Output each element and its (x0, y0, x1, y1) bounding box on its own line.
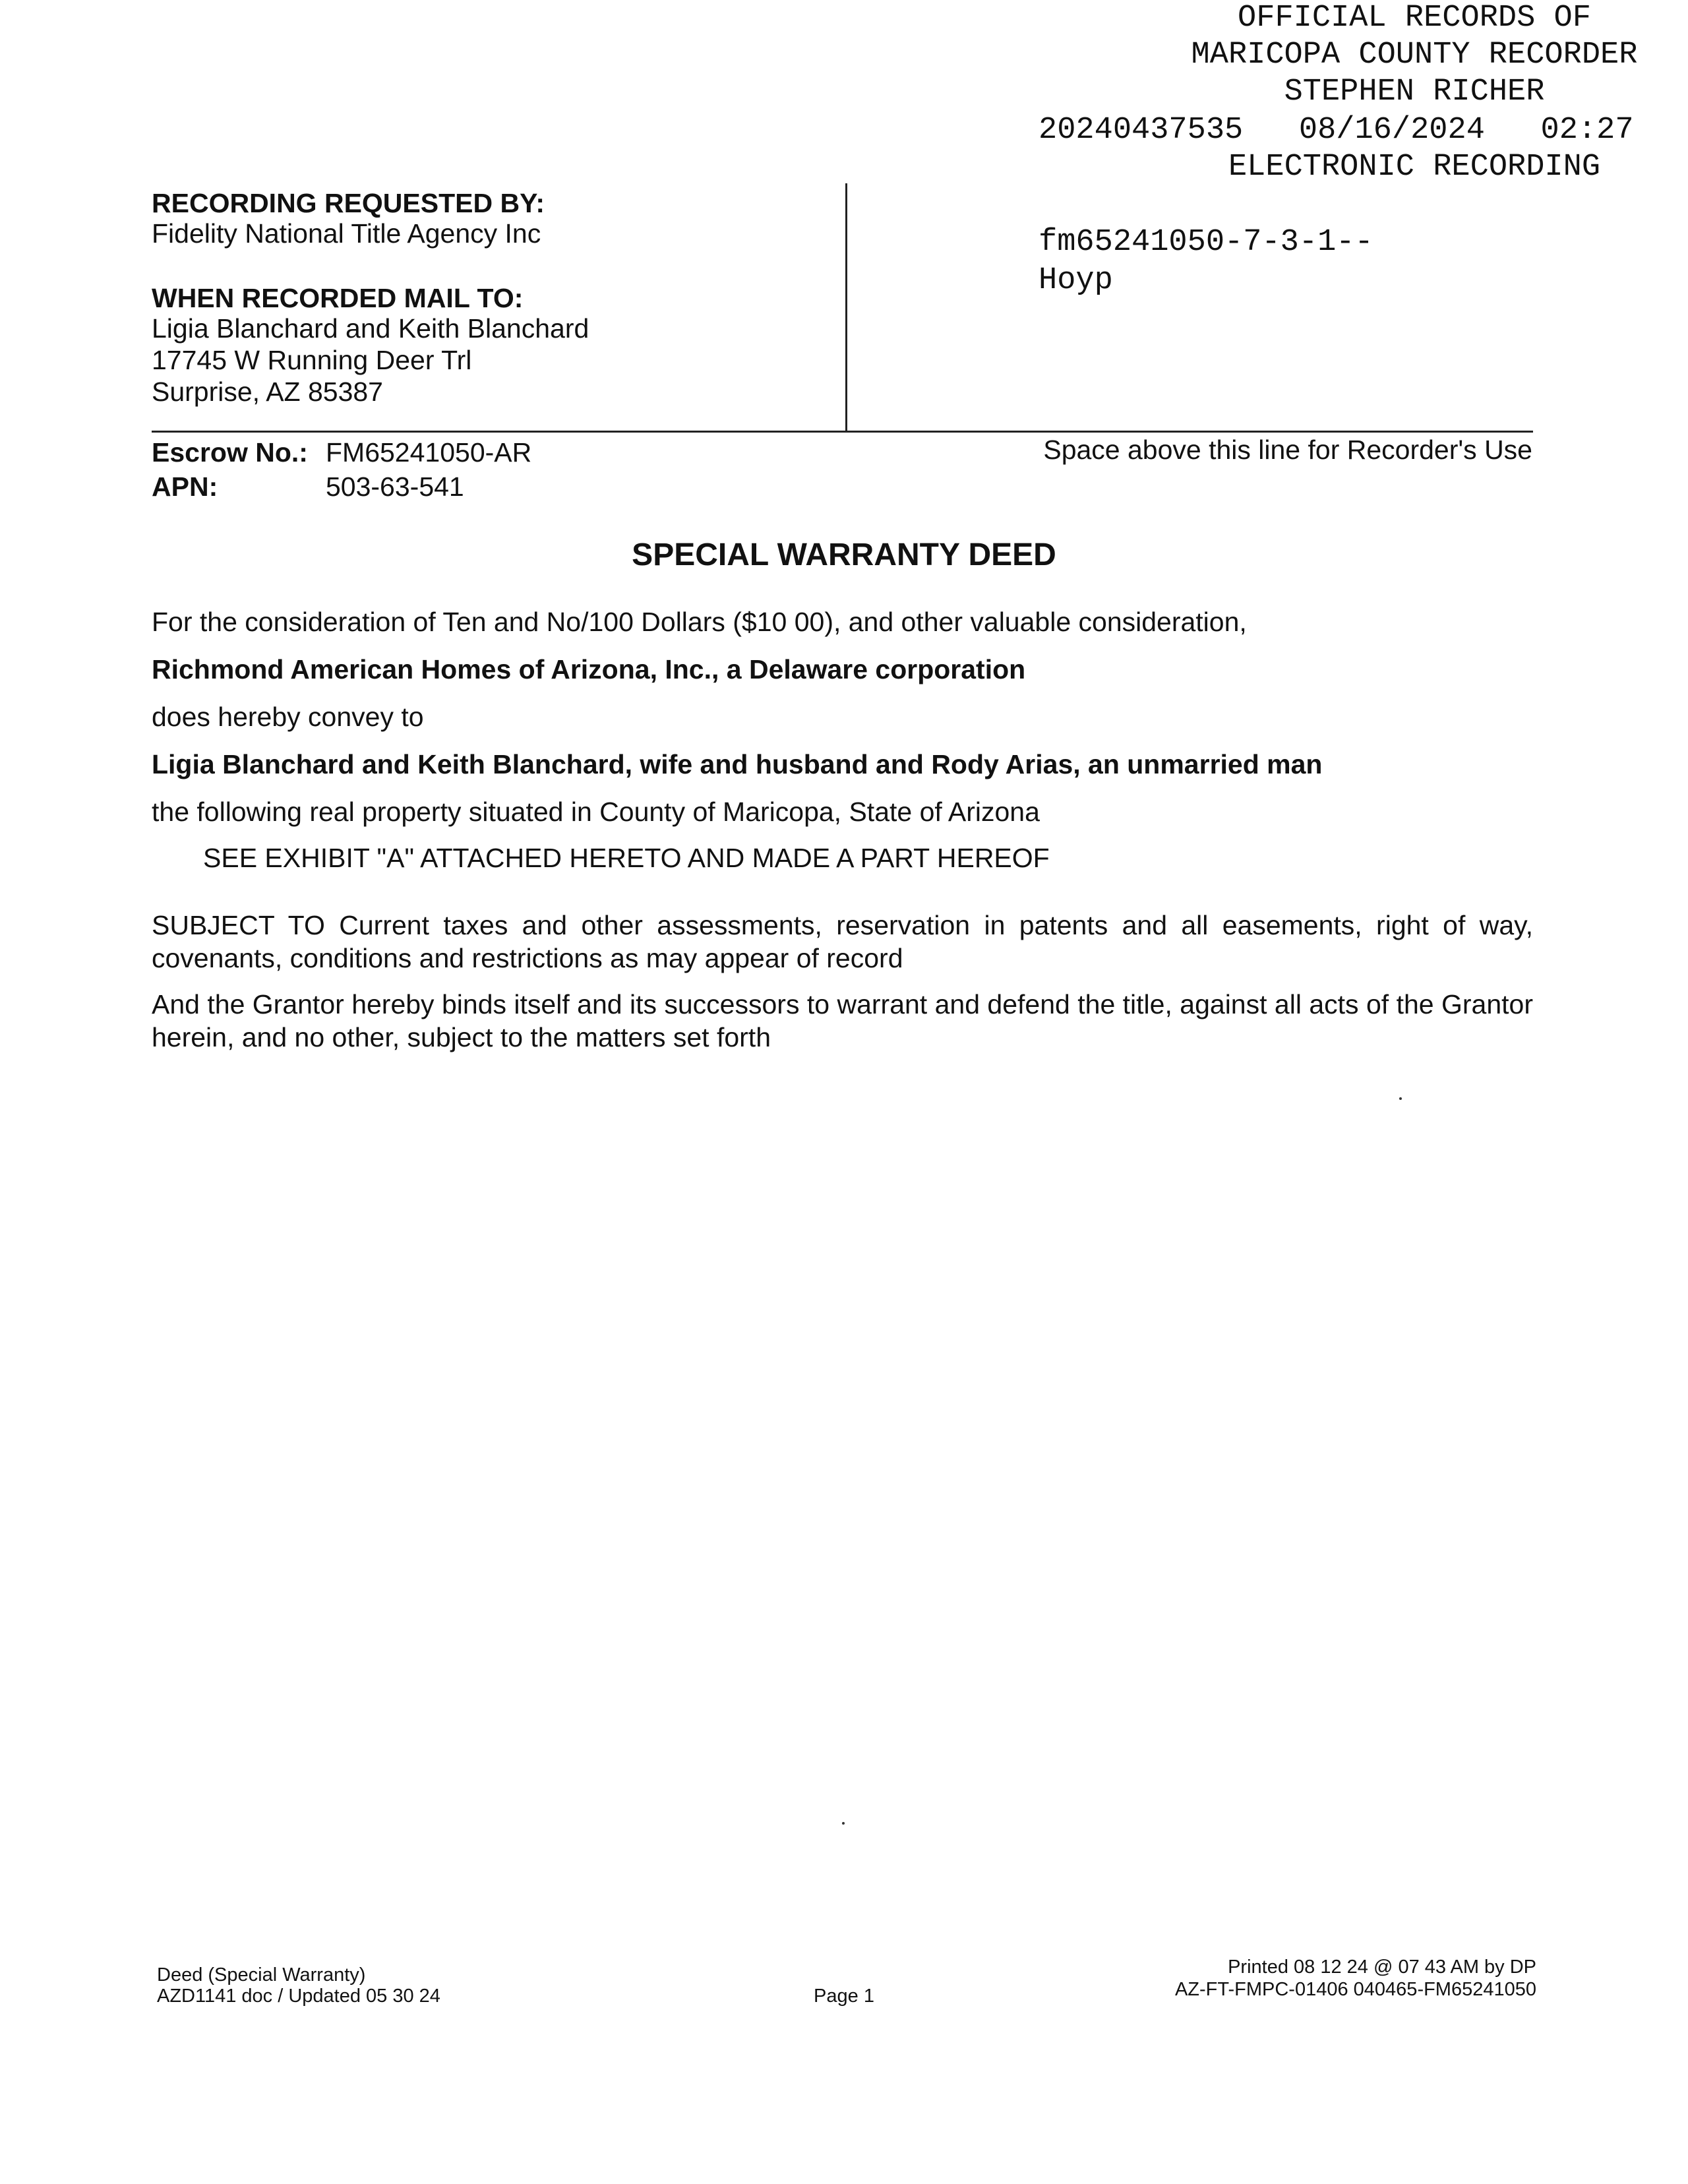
mail-to-city: Surprise, AZ 85387 (152, 377, 383, 407)
apn-label: APN: (152, 471, 218, 502)
apn-number: 503-63-541 (326, 471, 464, 502)
stamp-line-record-number: 20240437535 08/16/2024 02:27 (1039, 113, 1634, 148)
scan-dot (1399, 1097, 1402, 1100)
mail-to-name: Ligia Blanchard and Keith Blanchard (152, 313, 589, 344)
escrow-number: FM65241050-AR (326, 437, 532, 468)
consideration-clause: For the consideration of Ten and No/100 Dollars ($10 00), and other valuable consideration, (152, 607, 1247, 637)
footer-doc-id: AZD1141 doc / Updated 05 30 24 (157, 1986, 440, 2007)
footer-doc-type: Deed (Special Warranty) (157, 1964, 366, 1986)
footer-file-ref: AZ-FT-FMPC-01406 040465-FM65241050 (1174, 1979, 1536, 2000)
stamp-line-county-recorder: MARICOPA COUNTY RECORDER (1191, 38, 1638, 73)
stamp-line-official-records: OFFICIAL RECORDS OF (1238, 1, 1591, 36)
warranty-clause: And the Grantor hereby binds itself and its successors to warrant and defend the title, against all acts of the Grantor herein, and no other, subject to the matters set forth (152, 989, 1533, 1052)
stamp-reference-number: fm65241050-7-3-1-- (1039, 225, 1373, 260)
footer-printed: Printed 08 12 24 @ 07 43 AM by DP (1228, 1957, 1536, 1978)
exhibit-reference: SEE EXHIBIT "A" ATTACHED HERETO AND MADE A PART HEREOF (203, 843, 1050, 873)
document-title: SPECIAL WARRANTY DEED (632, 537, 1056, 572)
scan-dot (842, 1822, 845, 1825)
subject-to-clause: SUBJECT TO Current taxes and other assessments, reservation in patents and all easements, right of way, covenants, conditions and restrictions as may appear of record (152, 910, 1533, 973)
property-location: the following real property situated in County of Maricopa, State of Arizona (152, 797, 1040, 827)
footer-page-number: Page 1 (814, 1986, 874, 2007)
header-vertical-divider (845, 183, 847, 433)
mail-to-street: 17745 W Running Deer Trl (152, 345, 472, 375)
requested-by-label: RECORDING REQUESTED BY: (152, 188, 545, 218)
mail-to-label: WHEN RECORDED MAIL TO: (152, 283, 524, 313)
stamp-reference-code: Hoyp (1039, 263, 1113, 298)
grantor-name: Richmond American Homes of Arizona, Inc., a Delaware corporation (152, 654, 1026, 684)
escrow-label: Escrow No.: (152, 437, 308, 468)
recorder-use-divider (152, 431, 1533, 433)
grantee-names: Ligia Blanchard and Keith Blanchard, wife and husband and Rody Arias, an unmarried man (152, 749, 1323, 779)
convey-clause: does hereby convey to (152, 702, 424, 732)
stamp-line-recorder-name: STEPHEN RICHER (1284, 75, 1545, 109)
stamp-line-electronic-recording: ELECTRONIC RECORDING (1228, 150, 1601, 185)
recorder-use-note: Space above this line for Recorder's Use (1043, 435, 1532, 465)
requested-by-value: Fidelity National Title Agency Inc (152, 218, 541, 249)
